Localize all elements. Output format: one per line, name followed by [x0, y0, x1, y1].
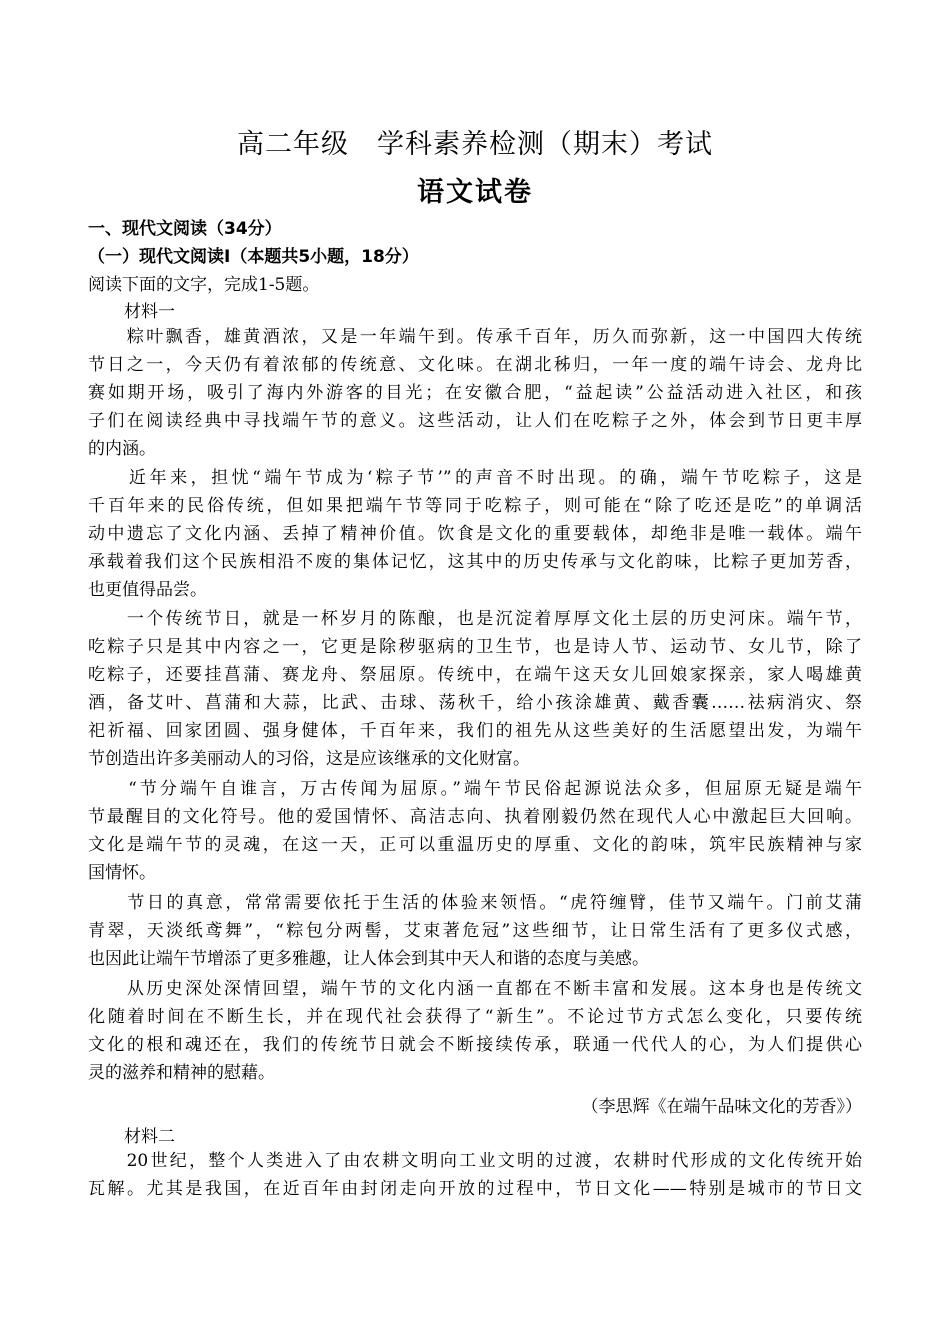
- exam-title: 高二年级 学科素养检测（期末）考试: [237, 129, 713, 160]
- text-line: 的内涵。: [88, 439, 156, 459]
- instruction-text: 阅读下面的文字，完成1-5题。: [88, 275, 320, 295]
- text-line: 酒，备艾叶、菖蒲和大蒜，比武、击球、荡秋千，给小孩涂雄黄、戴香囊……祛病消灾、祭: [88, 693, 862, 713]
- text-line: 节最醒目的文化符号。他的爱国情怀、高洁志向、执着刚毅仍然在现代人心中激起巨大回响。: [88, 807, 862, 827]
- text-line: 千百年来的民俗传统，但如果把端午节等同于吃粽子，则可能在“除了吃还是吃”的单调活: [88, 496, 862, 516]
- text-line: 文化是端午节的灵魂，在这一天，正可以重温历史的厚重、文化的韵味，筑牢民族精神与家: [88, 835, 862, 855]
- text-line: 吃粽子只是其中内容之一，它更是除秽驱病的卫生节，也是诗人节、运动节、女儿节，除了: [88, 637, 862, 657]
- text-line: 子们在阅读经典中寻找端午节的意义。这些活动，让人们在吃粽子之外，体会到节日更丰厚: [88, 411, 862, 431]
- text-line: 瓦解。尤其是我国，在近百年由封闭走向开放的过程中，节日文化——特别是城市的节日文: [88, 1179, 862, 1199]
- text-line: “节分端午自谁言，万古传闻为屈原。”端午节民俗起源说法众多，但屈原无疑是端午: [88, 779, 862, 799]
- material-two-label: 材料二: [124, 1127, 175, 1147]
- text-line: 粽叶飘香，雄黄酒浓，又是一年端午到。传承千百年，历久而弥新，这一中国四大传统: [88, 327, 862, 347]
- text-line: 赛如期开场，吸引了海内外游客的目光；在安徽合肥，“益起读”公益活动进入社区，和孩: [88, 383, 862, 403]
- text-line: 从历史深处深情回望，端午节的文化内涵一直都在不断丰富和发展。这本身也是传统文: [88, 979, 862, 999]
- text-line: 国情怀。: [88, 863, 156, 883]
- text-line: 祀祈福、回家团圆、强身健体，千百年来，我们的祖先从这些美好的生活愿望出发，为端午: [88, 721, 862, 741]
- text-line: 文化的根和魂还在，我们的传统节日就会不断接续传承，联通一代代人的心，为人们提供心: [88, 1035, 862, 1055]
- text-line: 承载着我们这个民族相沿不废的集体记忆，这其中的历史传承与文化韵味，比粽子更加芳香，: [88, 552, 862, 572]
- material-one-label: 材料一: [124, 302, 175, 322]
- text-line: 也因此让端午节增添了更多雅趣，让人体会到其中天人和谐的态度与美感。: [88, 949, 649, 969]
- text-line: 一个传统节日，就是一杯岁月的陈酿，也是沉淀着厚厚文化土层的历史河床。端午节，: [88, 609, 862, 629]
- exam-subtitle: 语文试卷: [417, 177, 533, 208]
- text-line: 节创造出许多美丽动人的习俗，这是应该继承的文化财富。: [88, 749, 530, 769]
- text-line: 也更值得品尝。: [88, 580, 207, 600]
- text-line: 动中遗忘了文化内涵、丢掉了精神价值。饮食是文化的重要载体，却绝非是唯一载体。端午: [88, 524, 862, 544]
- text-line: 节日的真意，常常需要依托于生活的体验来领悟。“虎符缠臂，佳节又端午。门前艾蒲: [88, 893, 862, 913]
- section-heading: 一、现代文阅读（34分）: [88, 219, 282, 239]
- material-one-source: （李思辉《在端午品味文化的芳香》）: [581, 1097, 862, 1117]
- section-subheading: （一）现代文阅读Ⅰ（本题共5小题，18分）: [88, 247, 419, 267]
- text-line: 节日之一，今天仍有着浓郁的传统意、文化味。在湖北秭归，一年一度的端午诗会、龙舟比: [88, 355, 862, 375]
- text-line: 灵的滋养和精神的慰藉。: [88, 1063, 275, 1083]
- text-line: 20世纪，整个人类进入了由农耕文明向工业文明的过渡，农耕时代形成的文化传统开始: [88, 1151, 862, 1171]
- text-line: 近年来，担忧“端午节成为‘粽子节’”的声音不时出现。的确，端午节吃粽子，这是: [88, 468, 862, 488]
- text-line: 吃粽子，还要挂菖蒲、赛龙舟、祭屈原。传统中，在端午这天女儿回娘家探亲，家人喝雄黄: [88, 665, 862, 685]
- text-line: 青翠，天淡纸鸢舞”，“粽包分两髻，艾束著危冠”这些细节，让日常生活有了更多仪式感，: [88, 921, 862, 941]
- text-line: 化随着时间在不断生长，并在现代社会获得了“新生”。不论过节方式怎么变化，只要传统: [88, 1007, 862, 1027]
